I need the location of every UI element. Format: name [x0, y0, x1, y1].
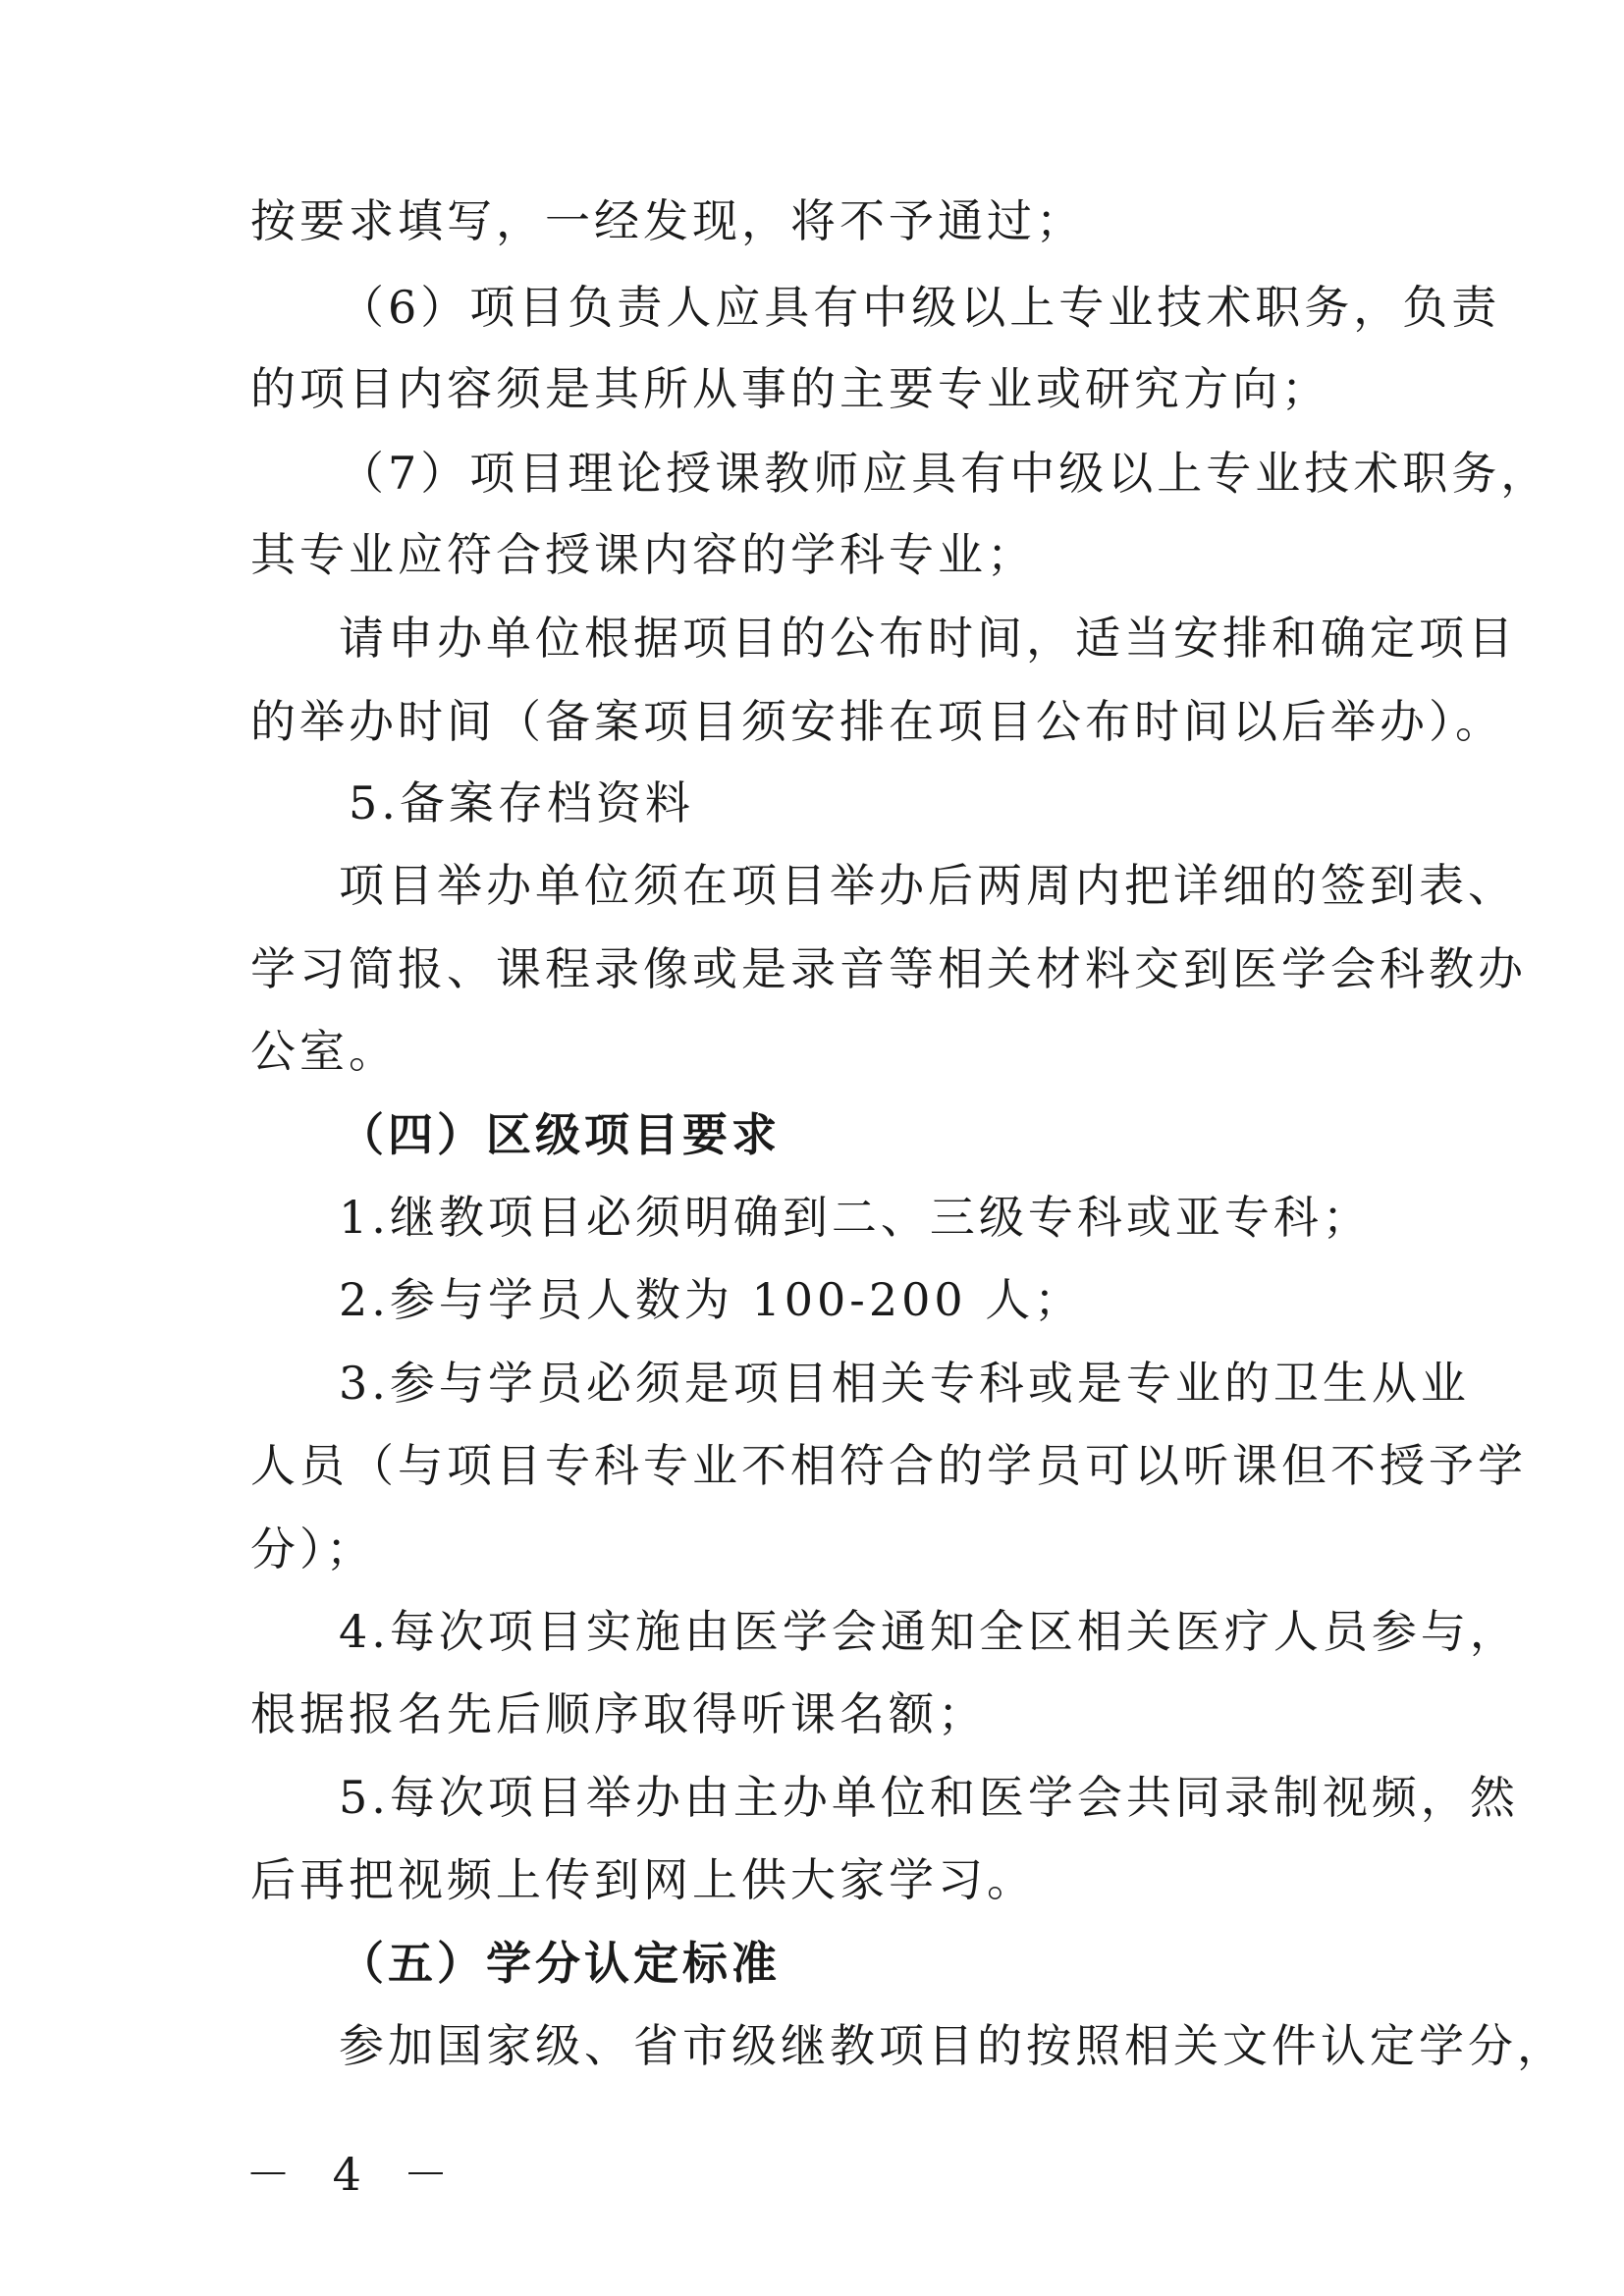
list-item: 1.继教项目必须明确到二、三级专科或亚专科；: [339, 1191, 1372, 1244]
paragraph-line: 参加国家级、省市级继教项目的按照相关文件认定学分，: [339, 2019, 1566, 2072]
paragraph-line: 人员（与项目专科专业不相符合的学员可以听课但不授予学: [250, 1439, 1527, 1492]
paragraph-line: 的项目内容须是其所从事的主要专业或研究方向；: [250, 362, 1330, 415]
paragraph-line: （6）项目负责人应具有中级以上专业技术职务，负责: [339, 281, 1501, 334]
paragraph-line: 其专业应符合授课内容的学科专业；: [250, 528, 1036, 581]
paragraph-line: 的举办时间（备案项目须安排在项目公布时间以后举办）。: [250, 695, 1504, 748]
paragraph-line: 按要求填写，一经发现，将不予通过；: [250, 194, 1085, 247]
paragraph-line: （7）项目理论授课教师应具有中级以上专业技术职务，: [339, 447, 1550, 500]
page-number: － 4 －: [245, 2148, 462, 2201]
paragraph-line: 公室。: [250, 1025, 398, 1078]
list-item: 2.参与学员人数为 100-200 人；: [339, 1273, 1084, 1326]
list-item: 4.每次项目实施由医学会通知全区相关医疗人员参与，: [339, 1605, 1519, 1658]
paragraph-line: 后再把视频上传到网上供大家学习。: [250, 1853, 1036, 1906]
paragraph-line: 分）；: [250, 1522, 375, 1575]
section-heading: （四）区级项目要求: [339, 1108, 781, 1161]
list-item: 5.每次项目举办由主办单位和医学会共同录制视频，然: [339, 1771, 1519, 1824]
paragraph-line: 请申办单位根据项目的公布时间，适当安排和确定项目: [339, 612, 1517, 665]
section-heading: （五）学分认定标准: [339, 1937, 781, 1990]
list-item: 3.参与学员必须是项目相关专科或是专业的卫生从业: [339, 1357, 1470, 1410]
section-heading: 5.备案存档资料: [349, 776, 694, 829]
paragraph-line: 项目举办单位须在项目举办后两周内把详细的签到表、: [339, 859, 1517, 912]
paragraph-line: 学习简报、课程录像或是录音等相关材料交到医学会科教办: [250, 942, 1527, 995]
paragraph-line: 根据报名先后顺序取得听课名额；: [250, 1687, 987, 1740]
